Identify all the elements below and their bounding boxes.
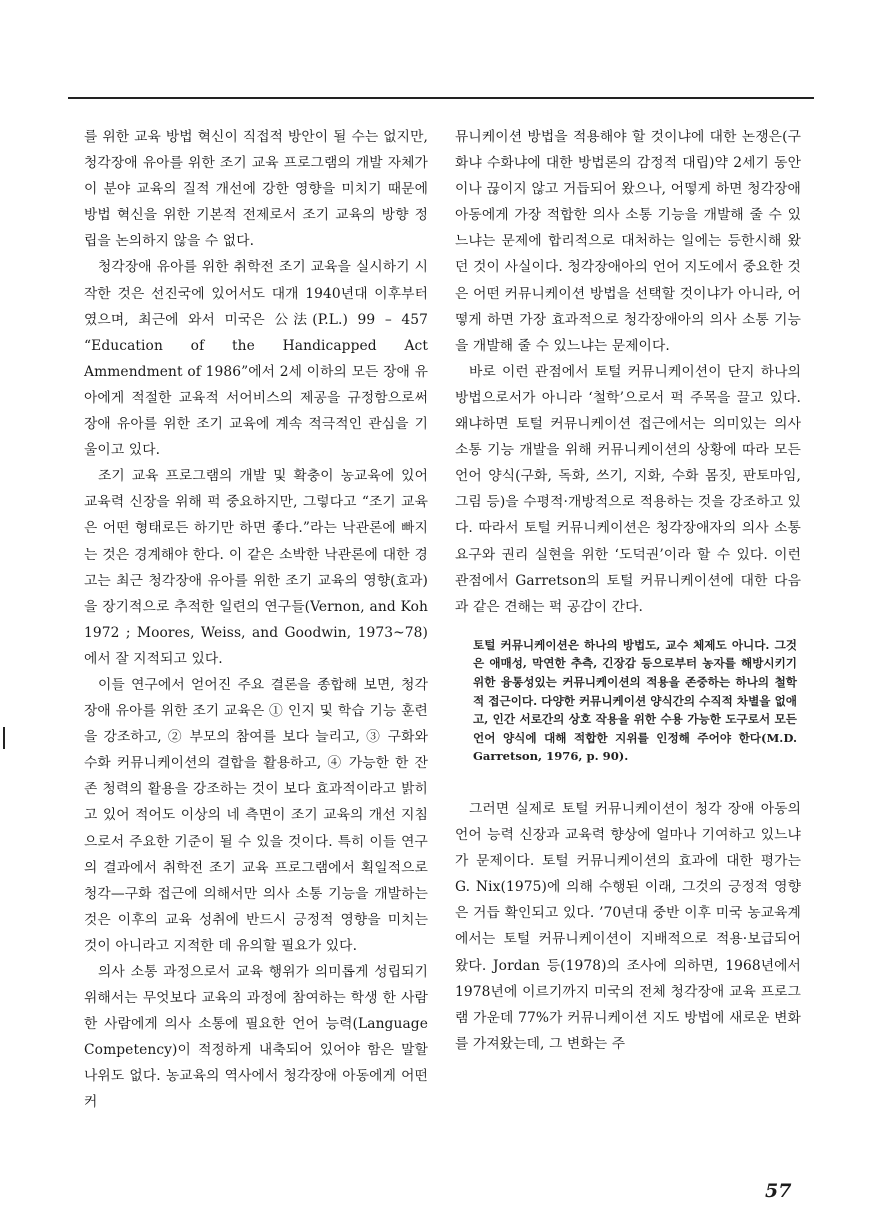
block-quote: 토털 커뮤니케이션은 하나의 방법도, 교수 체제도 아니다. 그것은 애매성, 막연한 추측, 긴장감 등으로부터 농자를 해방시키기 위한 융통성있는 커뮤니케이션의 적용을 존중하는 하나의 철학적 접근이다. 다양한 커뮤니케이션 양식간의 수직적 차별을 없애고, 인간 서로간의 상호 작용을 위한 수용 가능한 도구로서 모든 언어 양식에 대해 적합한 지위를 인정해 주어야 한다(M.D. Garretson, 1976, p. 90). — [473, 637, 797, 764]
right-column — [455, 124, 801, 1057]
right-paragraph-3: 그러면 실제로 토털 커뮤니케이션이 청각 장애 아동의 언어 능력 신장과 교육력 향상에 얼마나 기여하고 있느냐가 문제이다. 토털 커뮤니케이션의 효과에 대한 평가는 G. Nix(1975)에 의해 수행된 이래, 그것의 긍정적 영향은 거듭 확인되고 있다. ’70년대 중반 이후 미국 농교육계에서는 토털 커뮤니케이션이 지배적으로 적용·보급되어 왔다. Jordan 등(1978)의 조사에 의하면, 1968년에서 1978년에 이르기까지 미국의 전체 청각장애 교육 프로그램 가운데 77%가 커뮤니케이션 지도 방법에 새로운 변화를 가져왔는데, 그 변화는 주 — [455, 800, 801, 1052]
left-paragraph-5: 의사 소통 과정으로서 교육 행위가 의미롭게 성립되기 위해서는 무엇보다 교육의 과정에 참여하는 학생 한 사람 한 사람에게 의사 소통에 필요한 언어 능력(Language Competency)이 적정하게 내축되어 있어야 함은 말할 나위도 없다. 농교육의 역사에서 청각장애 아동에게 어떤 커 — [84, 964, 428, 1111]
left-paragraph-2: 청각장애 유아를 위한 취학전 조기 교육을 실시하기 시작한 것은 선진국에 있어서도 대개 1940년대 이후부터였으며, 최근에 와서 미국은 公法(P.L.) 99 – 457 “Education of the Handicapped Act Ammendment of 1986”에서 2세 이하의 모든 장애 유아에게 적절한 교육적 서어비스의 제공을 규정함으로써 장애 유아를 위한 조기 교육에 계속 적극적인 관심을 기울이고 있다. — [84, 259, 428, 459]
left-column — [84, 124, 428, 1116]
left-paragraph-4: 이들 연구에서 얻어진 주요 결론을 종합해 보면, 청각장애 유아를 위한 조기 교육은 ① 인지 및 학습 기능 훈련을 강조하고, ② 부모의 참여를 보다 늘리고, ③ 구화와 수화 커뮤니케이션의 결합을 활용하고, ④ 가능한 한 잔존 청력의 활용을 강조하는 것이 보다 효과적이라고 밝히고 있어 적어도 이상의 네 측면이 조기 교육의 개선 지침으로서 주요한 기준이 될 수 있을 것이다. 특히 이들 연구의 결과에서 취학전 조기 교육 프로그램에서 획일적으로 청각—구화 접근에 의해서만 의사 소통 기능을 개발하는 것은 이후의 교육 성취에 반드시 긍정적 영향을 미치는 것이 아니라고 지적한 데 유의할 필요가 있다. — [84, 676, 428, 954]
left-paragraph-3: 조기 교육 프로그램의 개발 및 확충이 농교육에 있어 교육력 신장을 위해 퍽 중요하지만, 그렇다고 “조기 교육은 어떤 형태로든 하기만 하면 좋다.”라는 낙관론에 빠지는 것은 경계해야 한다. 이 같은 소박한 낙관론에 대한 경고는 최근 청각장애 유아를 위한 조기 교육의 영향(효과)을 장기적으로 추적한 일련의 연구들(Vernon, and Koh 1972 ; Moores, Weiss, and Goodwin, 1973~78)에서 잘 지적되고 있다. — [84, 468, 428, 667]
left-paragraph-1: 를 위한 교육 방법 혁신이 직접적 방안이 될 수는 없지만, 청각장애 유아를 위한 조기 교육 프로그램의 개발 자체가 이 분야 교육의 질적 개선에 강한 영향을 미치기 때문에 방법 혁신을 위한 기본적 전제로서 조기 교육의 방향 정립을 논의하지 않을 수 없다. — [84, 129, 428, 250]
right-paragraph-1: 뮤니케이션 방법을 적용해야 할 것이냐에 대한 논쟁은(구화냐 수화냐에 대한 방법론의 감정적 대립)약 2세기 동안이나 끊이지 않고 거듭되어 왔으나, 어떻게 하면 청각장애 아동에게 가장 적합한 의사 소통 기능을 개발해 줄 수 있느냐는 문제에 합리적으로 대처하는 일에는 등한시해 왔던 것이 사실이다. 청각장애아의 언어 지도에서 중요한 것은 어떤 커뮤니케이션 방법을 선택할 것이냐가 아니라, 어떻게 하면 가장 효과적으로 청각장애아의 의사 소통 기능을 개발해 줄 수 있느냐는 문제이다. — [455, 129, 801, 354]
right-paragraph-2: 바로 이런 관점에서 토털 커뮤니케이션이 단지 하나의 방법으로서가 아니라 ‘철학’으로서 퍽 주목을 끌고 있다. 왜냐하면 토털 커뮤니케이션 접근에서는 의미있는 의사 소통 기능 개발을 위해 커뮤니케이션의 상황에 따라 모든 언어 양식(구화, 독화, 쓰기, 지화, 수화 몸짓, 판토마임, 그림 등)을 수평적·개방적으로 적용하는 것을 강조하고 있다. 따라서 토털 커뮤니케이션은 청각장애자의 의사 소통 요구와 권리 실현을 위한 ‘도덕권’이라 할 수 있다. 이런 관점에서 Garretson의 토털 커뮤니케이션에 대한 다음과 같은 견해는 퍽 공감이 간다. — [455, 363, 801, 615]
page-number: 57 — [765, 1180, 792, 1202]
header-rule — [68, 97, 814, 99]
margin-mark — [3, 727, 5, 749]
